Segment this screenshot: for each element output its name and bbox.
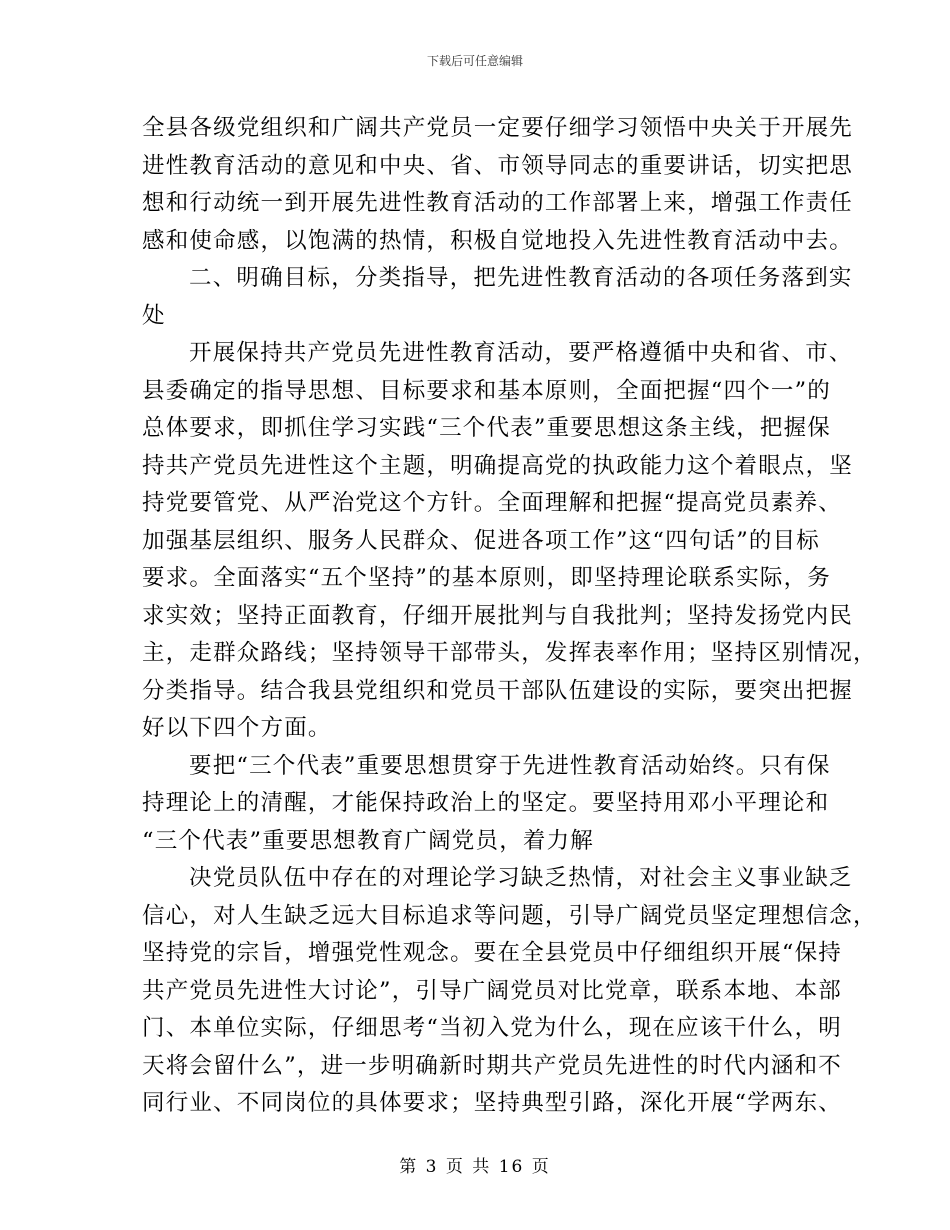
page-number: 第 3 页 共 16 页 — [399, 1157, 551, 1177]
text-line: 进性教育活动的意见和中央、省、市领导同志的重要讲话，切实把思 — [142, 152, 854, 179]
text-line: 县委确定的指导思想、目标要求和基本原则，全面把握“四个一”的 — [142, 377, 832, 404]
page-header: 下载后可任意编辑 — [426, 54, 523, 68]
text-line: 处 — [142, 302, 166, 329]
text-line: 天将会留什么”，进一步明确新时期共产党员先进性的时代内涵和不 — [142, 1052, 843, 1079]
text-line: 感和使命感，以饱满的热情，积极自觉地投入先进性教育活动中去。 — [142, 227, 854, 254]
text-line: 决党员队伍中存在的对理论学习缺乏热情，对社会主义事业缺乏 — [189, 865, 853, 891]
text-line: 二、明确目标，分类指导，把先进性教育活动的各项任务落到实 — [189, 265, 853, 291]
text-line: “三个代表”重要思想教育广阔党员，着力解 — [142, 827, 595, 854]
text-line: 持党要管党、从严治党这个方针。全面理解和把握“提高党员素养、 — [142, 490, 843, 516]
text-line: 持理论上的清醒，才能保持政治上的坚定。要坚持用邓小平理论和 — [142, 790, 830, 816]
text-line: 求实效；坚持正面教育，仔细开展批判与自我批判；坚持发扬党内民 — [142, 602, 854, 629]
text-line: 好以下四个方面。 — [142, 715, 332, 741]
text-line: 持共产党员先进性这个主题，明确提高党的执政能力这个着眼点，坚 — [142, 452, 854, 479]
text-line: 要把“三个代表”重要思想贯穿于先进性教育活动始终。只有保 — [189, 752, 831, 779]
text-line: 信心，对人生缺乏远大目标追求等问题，引导广阔党员坚定理想信念， — [142, 902, 877, 929]
document-body — [142, 110, 877, 1123]
text-line: 门、本单位实际，仔细思考“当初入党为什么，现在应该干什么，明 — [142, 1015, 843, 1041]
text-line: 加强基层组织、服务人民群众、促进各项工作”这“四句话”的目标 — [142, 527, 821, 554]
text-line: 想和行动统一到开展先进性教育活动的工作部署上来，增强工作责任 — [142, 190, 854, 216]
text-line: 开展保持共产党员先进性教育活动，要严格遵循中央和省、市、 — [189, 340, 853, 366]
text-line: 主，走群众路线；坚持领导干部带头，发挥表率作用；坚持区别情况， — [142, 640, 877, 666]
text-line: 坚持党的宗旨，增强党性观念。要在全县党员中仔细组织开展“保持 — [142, 940, 843, 966]
text-line: 分类指导。结合我县党组织和党员干部队伍建设的实际，要突出把握 — [142, 677, 854, 704]
text-line: 共产党员先进性大讨论”，引导广阔党员对比党章，联系本地、本部 — [142, 977, 843, 1004]
text-line: 要求。全面落实“五个坚持”的基本原则，即坚持理论联系实际，务 — [142, 565, 832, 591]
text-line: 全县各级党组织和广阔共产党员一定要仔细学习领悟中央关于开展先 — [142, 115, 854, 141]
text-line: 同行业、不同岗位的具体要求；坚持典型引路，深化开展“学两东、 — [142, 1090, 843, 1116]
text-line: 总体要求，即抓住学习实践“三个代表”重要思想这条主线，把握保 — [142, 415, 832, 441]
